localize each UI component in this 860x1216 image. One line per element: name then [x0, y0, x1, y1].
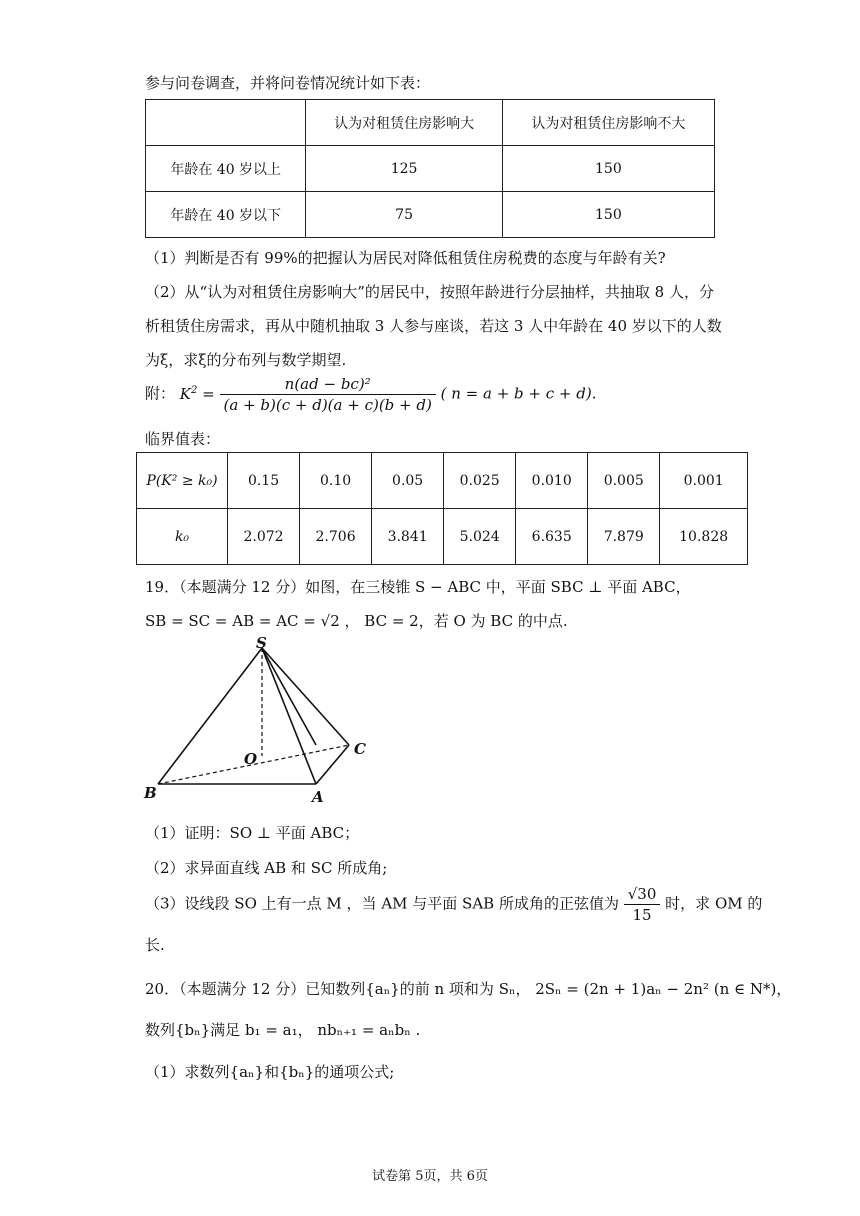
problem-19-line-2: SB = SC = AB = AC = √2 ， BC = 2，若 O 为 BC 的中点.: [145, 612, 568, 630]
p-value-cell: 0.001: [660, 453, 748, 509]
tetrahedron-figure: [140, 632, 380, 810]
survey-row-label: 年龄在 40 岁以下: [146, 192, 306, 238]
k-value-cell: 5.024: [444, 509, 516, 565]
p-value-cell: 0.025: [444, 453, 516, 509]
p-value-cell: 0.010: [516, 453, 588, 509]
label-A: A: [312, 788, 324, 806]
intro-text: 参与问卷调查，并将问卷情况统计如下表：: [145, 74, 431, 92]
label-C: C: [354, 740, 366, 758]
formula-tail: ( n = a + b + c + d).: [440, 384, 597, 403]
question-2-line-2: 析租赁住房需求，再从中随机抽取 3 人参与座谈，若这 3 人中年龄在 40 岁以下的人数: [145, 317, 722, 335]
survey-cell: 125: [306, 146, 502, 192]
label-O: O: [244, 750, 258, 768]
question-2-line-3: 为ξ，求ξ的分布列与数学期望.: [145, 351, 347, 369]
p-value-cell: 0.005: [588, 453, 660, 509]
critical-row-head-p: P(K² ≥ k₀): [137, 453, 228, 509]
chi-square-formula: [145, 374, 597, 415]
edge-AC: [316, 745, 349, 784]
formula-fraction: [220, 374, 436, 415]
problem-20-q1: （1）求数列{aₙ}和{bₙ}的通项公式;: [145, 1063, 395, 1081]
critical-values-table: [136, 452, 748, 565]
label-B: B: [144, 784, 157, 802]
problem-20-line-2: 数列{bₙ}满足 b₁ = a₁， nbₙ₊₁ = aₙbₙ .: [145, 1021, 421, 1039]
problem-19-q3: [145, 884, 762, 925]
p-value-cell: 0.10: [300, 453, 372, 509]
k-value-cell: 7.879: [588, 509, 660, 565]
k-value-cell: 3.841: [372, 509, 444, 565]
survey-row-label: 年龄在 40 岁以上: [146, 146, 306, 192]
k-value-cell: 6.635: [516, 509, 588, 565]
problem-19-q3-post: 时，求 OM 的: [665, 894, 763, 913]
page-footer: 试卷第 5页，共 6页: [372, 1169, 488, 1184]
k-value-cell: 2.706: [300, 509, 372, 565]
survey-cell: 150: [502, 146, 714, 192]
sine-numerator: √30: [624, 884, 661, 905]
edge-SA: [262, 648, 316, 745]
survey-table: [145, 99, 715, 238]
critical-row-head-k: k₀: [137, 509, 228, 565]
sine-denominator: 15: [632, 906, 652, 924]
problem-19-line-1: 19．（本题满分 12 分）如图，在三棱锥 S − ABC 中，平面 SBC ⊥ 平面 ABC，: [145, 578, 691, 596]
question-2-line-1: （2）从“认为对租赁住房影响大”的居民中，按照年龄进行分层抽样，共抽取 8 人，分: [145, 283, 714, 301]
k-value-cell: 2.072: [228, 509, 300, 565]
problem-19-q3-pre: （3）设线段 SO 上有一点 M ，当 AM 与平面 SAB 所成角的正弦值为: [145, 894, 619, 913]
formula-denominator: (a + b)(c + d)(a + c)(b + d): [223, 396, 432, 414]
survey-header-large-impact: 认为对租赁住房影响大: [306, 100, 502, 146]
problem-20-line-1: 20．（本题满分 12 分）已知数列{aₙ}的前 n 项和为 Sₙ， 2Sₙ = (2n + 1)aₙ − 2n² (n ∈ N*)，: [145, 980, 792, 998]
formula-numerator: n(ad − bc)²: [220, 374, 436, 395]
label-S: S: [256, 634, 267, 652]
p-value-cell: 0.05: [372, 453, 444, 509]
survey-cell: 150: [502, 192, 714, 238]
critical-table-label: 临界值表：: [145, 430, 221, 448]
edge-SA-front: [262, 648, 316, 784]
p-value-cell: 0.15: [228, 453, 300, 509]
problem-19-q2: （2）求异面直线 AB 和 SC 所成角;: [145, 859, 388, 877]
appendix-label: 附：: [145, 384, 176, 403]
k-squared-symbol: $K^2$ =: [179, 384, 220, 403]
survey-cell: 75: [306, 192, 502, 238]
survey-header-empty: [146, 100, 306, 146]
problem-19-q3-line-2: 长.: [145, 936, 165, 954]
k-value-cell: 10.828: [660, 509, 748, 565]
edge-SC: [262, 648, 349, 745]
question-1: （1）判断是否有 99%的把握认为居民对降低租赁住房税费的态度与年龄有关?: [145, 249, 666, 267]
survey-header-small-impact: 认为对租赁住房影响不大: [502, 100, 714, 146]
problem-19-q1: （1）证明：SO ⊥ 平面 ABC；: [145, 824, 360, 842]
sine-value-fraction: [624, 884, 661, 925]
